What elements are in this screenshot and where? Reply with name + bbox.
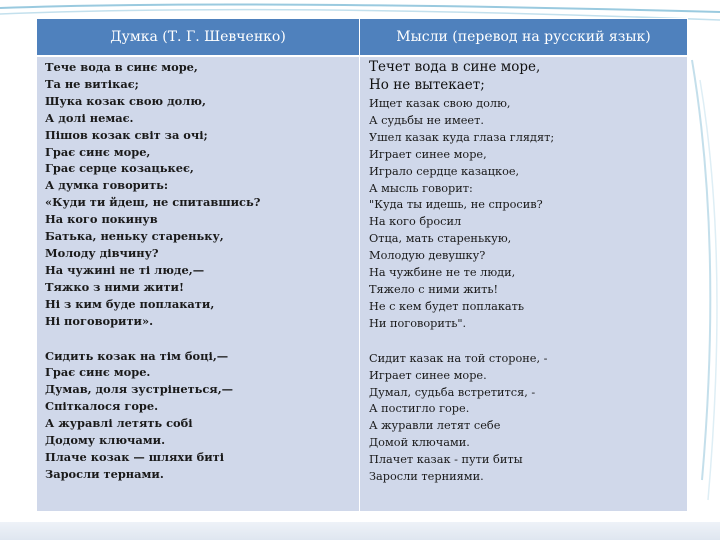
poem-line: А долі немає. bbox=[45, 110, 134, 125]
poem-line: Заросли тернами. bbox=[45, 466, 164, 481]
poem-line: На кого бросил bbox=[369, 215, 462, 229]
poem-line: Та не витікає; bbox=[45, 76, 139, 91]
poem-line: "Куда ты идешь, не спросив? bbox=[369, 198, 543, 212]
poem-line: Грає серце козацькеє, bbox=[45, 161, 194, 176]
poem-line: На чужині не ті люде,— bbox=[45, 262, 205, 277]
poem-line: Грає синє море, bbox=[45, 144, 151, 159]
poem-line: Сидит казак на той стороне, - bbox=[369, 351, 548, 365]
poem-line: А журавли летят себе bbox=[369, 419, 501, 433]
poem-table bbox=[36, 18, 688, 512]
poem-line: Спіткалося горе. bbox=[45, 399, 159, 414]
poem-line: Молодую девушку? bbox=[369, 249, 486, 263]
poem-line: Играло сердце казацкое, bbox=[369, 164, 520, 178]
bottom-strip bbox=[0, 522, 720, 540]
original-stanza-1 bbox=[45, 59, 355, 330]
poem-line: На кого покинув bbox=[45, 212, 158, 227]
poem-line: Пішов козак світ за очі; bbox=[45, 127, 208, 142]
header-original: Думка (Т. Г. Шевченко) bbox=[37, 19, 359, 55]
translation-intro bbox=[369, 59, 681, 94]
poem-line: Молоду дівчину? bbox=[45, 245, 159, 260]
poem-line: А мысль говорит: bbox=[369, 181, 473, 195]
poem-line: На чужбине не те люди, bbox=[369, 266, 516, 280]
original-stanza-2 bbox=[45, 348, 355, 483]
poem-line: Течет вода в сине море, bbox=[369, 59, 541, 75]
poem-line: Играет синее море, bbox=[369, 147, 487, 161]
poem-line: Сидить козак на тім боці,— bbox=[45, 348, 229, 363]
header-divider bbox=[37, 55, 687, 57]
poem-line: Плачет казак - пути биты bbox=[369, 453, 523, 467]
poem-line: Ушел казак куда глаза глядят; bbox=[369, 130, 555, 144]
poem-line: Тяжело с ними жить! bbox=[369, 282, 499, 296]
translation-text-column bbox=[369, 59, 681, 486]
poem-line: Ні поговорити». bbox=[45, 313, 154, 328]
poem-line: Батька, неньку стареньку, bbox=[45, 229, 224, 244]
poem-line: Ищет казак свою долю, bbox=[369, 97, 511, 110]
translation-stanza-1 bbox=[369, 96, 681, 333]
poem-line: Думав, доля зустрінеться,— bbox=[45, 382, 234, 397]
poem-line: Не с кем будет поплакать bbox=[369, 299, 525, 313]
poem-line: А постигло горе. bbox=[369, 402, 470, 416]
poem-line: Играет синее море. bbox=[369, 368, 487, 382]
poem-line: Плаче козак — шляхи биті bbox=[45, 449, 225, 464]
poem-line: Додому ключами. bbox=[45, 433, 166, 448]
poem-line: Домой ключами. bbox=[369, 436, 470, 450]
poem-line: Думал, судьба встретится, - bbox=[369, 385, 536, 399]
poem-line: Заросли терниями. bbox=[369, 470, 484, 484]
poem-line: Грає синє море. bbox=[45, 365, 151, 380]
poem-line: А думка говорить: bbox=[45, 178, 169, 193]
poem-line: Шука козак свою долю, bbox=[45, 93, 206, 108]
poem-line: А журавлі летять собі bbox=[45, 416, 193, 431]
poem-line: Ні з ким буде поплакати, bbox=[45, 296, 215, 311]
poem-line: «Куди ти йдеш, не спитавшись? bbox=[45, 195, 261, 210]
poem-line: Тече вода в синє море, bbox=[45, 60, 198, 74]
poem-line: Ни поговорить". bbox=[369, 316, 467, 330]
poem-line: Но не вытекает; bbox=[369, 76, 485, 93]
poem-line: А судьбы не имеет. bbox=[369, 113, 484, 127]
header-translation: Мысли (перевод на русский язык) bbox=[360, 19, 687, 55]
original-text-column bbox=[45, 59, 355, 483]
poem-line: Отца, мать старенькую, bbox=[369, 232, 512, 246]
poem-line: Тяжко з ними жити! bbox=[45, 279, 184, 294]
translation-stanza-2 bbox=[369, 351, 681, 486]
column-divider bbox=[359, 19, 360, 511]
